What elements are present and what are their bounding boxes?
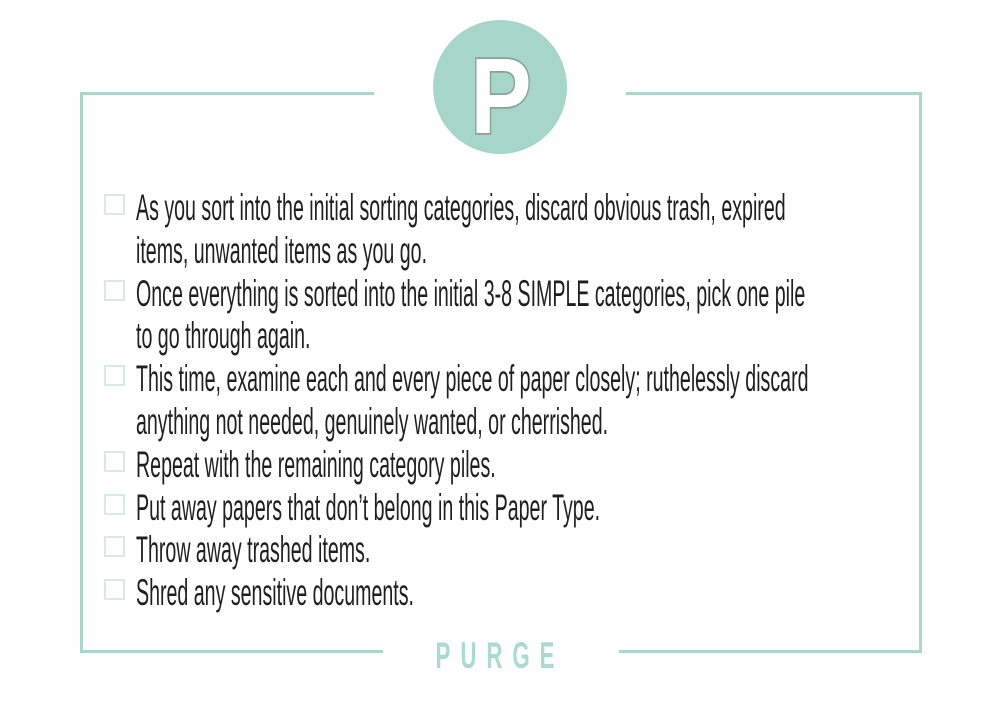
checkbox-icon[interactable] xyxy=(104,579,125,600)
letter-p: P xyxy=(470,36,532,154)
checklist-item xyxy=(104,487,1000,530)
checklist-line: Repeat with the remaining category piles. xyxy=(136,443,496,485)
checklist-line: Once everything is sorted into the initial 3-8 SIMPLE categories, pick one pile xyxy=(136,272,806,314)
checklist-line: Throw away trashed items. xyxy=(136,529,371,571)
checklist-item-text xyxy=(136,572,660,615)
checklist-item xyxy=(104,358,1000,444)
checklist-item xyxy=(104,444,1000,487)
checklist-line: Shred any sensitive documents. xyxy=(136,572,414,614)
checklist-item xyxy=(104,572,1000,615)
checklist-item-text xyxy=(136,529,578,572)
checkbox-icon[interactable] xyxy=(104,280,125,301)
letter-badge xyxy=(433,20,567,154)
checklist-line: to go through again. xyxy=(136,315,311,357)
checklist xyxy=(104,187,1000,615)
checklist-item-text xyxy=(136,444,815,487)
checkbox-icon[interactable] xyxy=(104,494,125,515)
checklist-line: Put away papers that don’t belong in this Paper Type. xyxy=(136,486,601,528)
checkbox-icon[interactable] xyxy=(104,365,125,386)
checkbox-icon[interactable] xyxy=(104,451,125,472)
checklist-item xyxy=(104,187,1000,273)
checklist-item-text xyxy=(136,187,1000,273)
checklist-line: anything not needed, genuinely wanted, or cherrished. xyxy=(136,400,609,442)
checklist-line: This time, examine each and every piece of paper closely; ruthelessly discard xyxy=(136,358,809,400)
checkbox-icon[interactable] xyxy=(104,536,125,557)
letter-p-icon xyxy=(433,20,567,154)
footer-label: PURGE xyxy=(435,635,565,676)
checklist-item xyxy=(104,529,1000,572)
checklist-item-text xyxy=(136,358,1000,444)
checklist-item-text xyxy=(136,487,1000,530)
checkbox-icon[interactable] xyxy=(104,194,125,215)
checklist-item-text xyxy=(136,273,1000,359)
checklist-line: items, unwanted items as you go. xyxy=(136,229,428,271)
checklist-line: As you sort into the initial sorting categories, discard obvious trash, expired xyxy=(136,187,786,228)
checklist-item xyxy=(104,273,1000,359)
